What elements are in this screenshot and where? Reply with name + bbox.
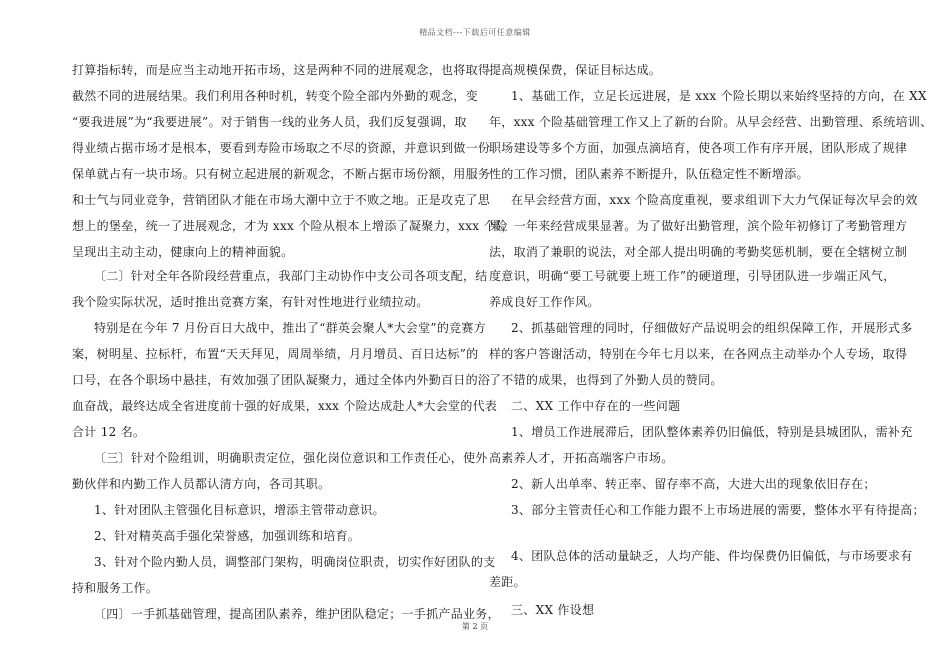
text-line: 和士气与同业竞争，营销团队才能在市场大潮中立于不败之地。正是攻克了思	[72, 193, 491, 207]
text-line: 养成良好工作作风。	[489, 295, 600, 309]
text-line: 2、抓基础管理的同时，仔细做好产品说明会的组织保障工作，开展形式多	[511, 321, 913, 335]
text-line: 合计 12 名。	[72, 425, 146, 439]
section-heading: 二、XX 工作中存在的一些问题	[511, 399, 681, 413]
text-line: 血奋战，最终达成全省进度前十强的好成果，xxx 个险达成赴人*大会堂的代表	[72, 399, 498, 413]
text-line: 年，xxx 个险基础管理工作又上了新的台阶。从早会经营、出勤管理、系统培训、	[489, 115, 933, 129]
text-line: 差距。	[489, 575, 526, 589]
text-line: 1、基础工作，立足长远进展，是 xxx 个险长期以来始终坚持的方向，在 XX	[511, 89, 927, 103]
text-line: 〔四〕一手抓基础管理，提高团队素养，维护团队稳定；一手抓产品业务，	[94, 607, 500, 621]
text-line: 我个险实际状况，适时推出竞赛方案，有针对性地进行业绩拉动。	[72, 295, 429, 309]
text-line: 口号，在各个职场中悬挂，有效加强了团队凝聚力，通过全体内外勤百日的浴	[72, 373, 491, 387]
text-line: 勤伙伴和内勤工作人员都认清方向，各司其职。	[72, 477, 331, 491]
text-line: 〔三〕针对个险组训，明确职责定位，强化岗位意识和工作责任心，使外	[94, 451, 488, 465]
text-line: 3、部分主管责任心和工作能力跟不上市场进展的需要，整体水平有待提高；	[511, 503, 925, 517]
text-line: 得业绩占据市场才是根本，要看到寿险市场取之不尽的资源，并意识到做一份	[72, 141, 491, 155]
text-line: 想上的堡垒，统一了进展观念，才为 xxx 个险从根本上增添了凝聚力，xxx 个险	[72, 219, 509, 233]
text-line: 〔二〕针对全年各阶段经营重点，我部门主动协作中支公司各项支配，结	[94, 269, 488, 283]
text-line: 职场建设等多个方面，加强点滴培育，使各项工作有序开展，团队形成了规律	[489, 141, 908, 155]
section-heading: 三、XX 作设想	[511, 603, 595, 617]
text-line: 保单就占有一块市场。只有树立起进展的新观念，不断占据市场份额，用服务	[72, 167, 491, 181]
text-line: 呈现出主动主动，健康向上的精神面貌。	[72, 245, 294, 259]
text-line: 1、针对团队主管强化目标意识，增添主管带动意识。	[94, 503, 385, 517]
text-line: 性的工作习惯，团队素养不断提升，队伍稳定性不断增添。	[489, 167, 809, 181]
page-number: 第 2 页	[461, 622, 489, 631]
text-line: 3、针对个险内勤人员，调整部门架构，明确岗位职责，切实作好团队的支	[94, 555, 496, 569]
text-line: 样的客户答谢活动，特别在今年七月以来，在各网点主动举办个人专场，取得	[489, 347, 908, 361]
text-line: 法，取消了兼职的说法，对全部人提出明确的考勤奖惩机制，要在全辖树立制	[489, 245, 908, 259]
text-line: 高素养人才，开拓高端客户市场。	[489, 451, 674, 465]
text-line: 在早会经营方面，xxx 个险高度重视，要求组训下大力气保证每次早会的效	[511, 193, 918, 207]
text-line: 2、针对精英高手强化荣誉感，加强训练和培育。	[94, 529, 361, 543]
text-line: 打算指标转，而是应当主动地开拓市场，这是两种不同的进展观念，也将取得	[72, 63, 491, 77]
text-line: 2、新人出单率、转正率、留存率不高，大进大出的现象依旧存在；	[511, 477, 876, 491]
text-line: 案，树明星、拉标杆，布置“天天拜见，周周举绩，月月增员、百日达标”的	[72, 347, 479, 361]
text-line: “要我进展”为“我要进展”。对于销售一线的业务人员，我们反复强调，取	[72, 115, 467, 129]
text-line: 提高规模保费，保证目标达成。	[489, 63, 662, 77]
text-line: 度意识，明确“要工号就要上班工作”的硬道理，引导团队进一步端正风气，	[489, 269, 896, 283]
page-header: 精品文档---下载后可任意编辑	[419, 28, 531, 37]
text-line: 截然不同的进展结果。我们利用各种时机，转变个险全部内外勤的观念，变	[72, 89, 478, 103]
text-line: 特别是在今年 7 月份百日大战中，推出了“群英会聚人*大会堂”的竞赛方	[94, 321, 487, 335]
text-line: 了不错的成果，也得到了外勤人员的赞同。	[489, 373, 723, 387]
text-line: 持和服务工作。	[72, 581, 159, 595]
text-line: 4、团队总体的活动量缺乏，人均产能、件均保费仍旧偏低，与市场要求有	[511, 549, 913, 563]
text-line: 1、增员工作进展滞后，团队整体素养仍旧偏低，特别是县城团队，需补充	[511, 425, 913, 439]
text-line: 果，一年来经营成果显著。为了做好出勤管理，滨个险年初修订了考勤管理方	[489, 219, 908, 233]
